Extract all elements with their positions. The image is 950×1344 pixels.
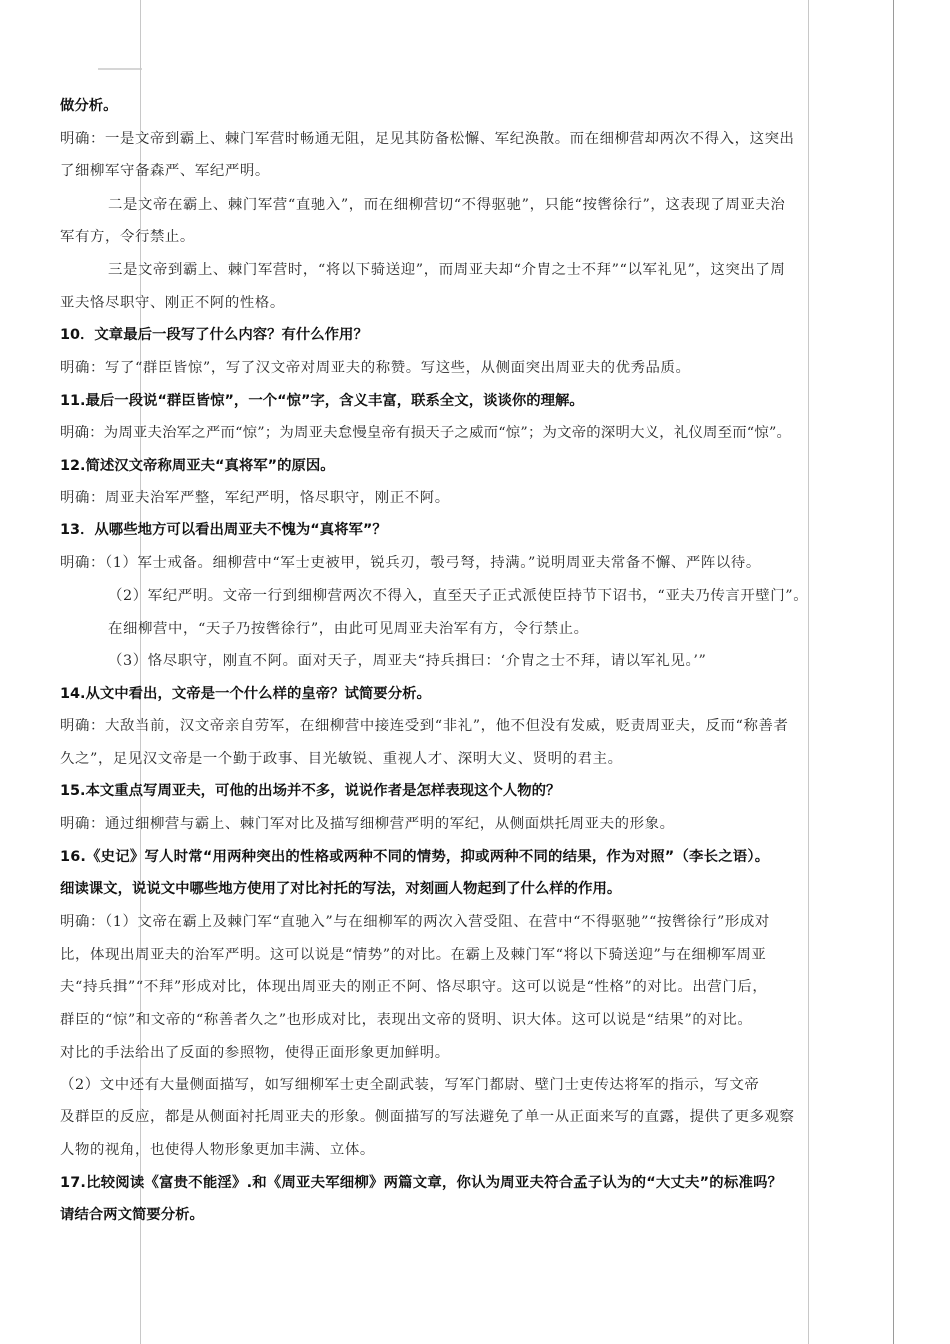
question-line: 做分析。	[60, 98, 118, 114]
answer-line: 了细柳军守备森严、军纪严明。	[60, 163, 270, 179]
answer-line: 明确：（1）军士戒备。细柳营中“军士吏被甲，锐兵刃，彀弓弩，持满。”说明周亚夫常备不懈、严阵以待。	[60, 555, 761, 571]
question-line: 11.最后一段说“群臣皆惊”，一个“惊”字，含义丰富，联系全文，谈谈你的理解。	[60, 393, 584, 409]
answer-line: （3）恪尽职守，刚直不阿。面对天子，周亚夫“持兵揖曰：‘介胄之士不拜，请以军礼见。’”	[108, 653, 707, 669]
question-line: 17.比较阅读《富贵不能淫》.和《周亚夫军细柳》两篇文章，你认为周亚夫符合孟子认为的“大丈夫”的标准吗？	[60, 1175, 783, 1191]
answer-line: 及群臣的反应，都是从侧面衬托周亚夫的形象。侧面描写的写法避免了单一从正面来写的直露，提供了更多观察	[60, 1109, 795, 1125]
question-line: 12.简述汉文帝称周亚夫“真将军”的原因。	[60, 458, 335, 474]
answer-line: 明确：写了“群臣皆惊”，写了汉文帝对周亚夫的称赞。写这些，从侧面突出周亚夫的优秀品质。	[60, 360, 691, 376]
answer-line: 比，体现出周亚夫的治军严明。这可以说是“情势”的对比。在霸上及棘门军“将以下骑送迎”与在细柳军周亚	[60, 947, 767, 963]
answer-line: 二是文帝在霸上、棘门军营“直驰入”，而在细柳营切“不得驱驰”，只能“按辔徐行”，这表现了周亚夫治	[108, 197, 786, 213]
answer-line: 明确：周亚夫治军严整，军纪严明，恪尽职守，刚正不阿。	[60, 490, 450, 506]
answer-line: 亚夫恪尽职守、刚正不阿的性格。	[60, 295, 285, 311]
answer-line: 明确：（1）文帝在霸上及棘门军“直驰入”与在细柳军的两次入营受阻、在营中“不得驱驰”“按辔徐行”形成对	[60, 914, 770, 930]
question-line: 15.本文重点写周亚夫，可他的出场并不多，说说作者是怎样表现这个人物的？	[60, 783, 561, 799]
answer-line: 对比的手法给出了反面的参照物，使得正面形象更加鲜明。	[60, 1045, 450, 1061]
answer-line: 夫“持兵揖”“不拜”形成对比，体现出周亚夫的刚正不阿、恪尽职守。这可以说是“性格”的对比。出营门后，	[60, 979, 768, 995]
question-line: 请结合两文简要分析。	[60, 1207, 204, 1223]
right-margin-line	[808, 0, 809, 1344]
question-line: 10．文章最后一段写了什么内容？有什么作用？	[60, 327, 368, 343]
question-line: 16.《史记》写人时常“用两种突出的性格或两种不同的情势，抑或两种不同的结果，作为对照”（李长之语）。	[60, 849, 770, 865]
answer-line: 明确：为周亚夫治军之严而“惊”；为周亚夫怠慢皇帝有损天子之威而“惊”；为文帝的深明大义，礼仪周至而“惊”。	[60, 425, 792, 441]
answer-line: （2）文中还有大量侧面描写，如写细柳军士吏全副武装，写军门都尉、壁门士吏传达将军的指示，写文帝	[60, 1077, 760, 1093]
answer-line: 三是文帝到霸上、棘门军营时，“将以下骑送迎”，而周亚夫却“介胄之士不拜”“以军礼见”，这突出了周	[108, 262, 786, 278]
answer-line: 在细柳营中，“天子乃按辔徐行”，由此可见周亚夫治军有方，令行禁止。	[108, 621, 589, 637]
answer-line: 军有方，令行禁止。	[60, 229, 195, 245]
answer-line: 群臣的“惊”和文帝的“称善者久之”也形成对比，表现出文帝的贤明、识大体。这可以说是“结果”的对比。	[60, 1012, 753, 1028]
answer-line: 明确：大敌当前，汉文帝亲自劳军，在细柳营中接连受到“非礼”，他不但没有发威，贬责周亚夫，反而“称善者	[60, 718, 789, 734]
answer-line: 明确：一是文帝到霸上、棘门军营时畅通无阻，足见其防备松懈、军纪涣散。而在细柳营却两次不得入，这突出	[60, 131, 795, 147]
answer-line: 明确：通过细柳营与霸上、棘门军对比及描写细柳营严明的军纪，从侧面烘托周亚夫的形象。	[60, 816, 675, 832]
page-edge-line	[893, 0, 894, 1344]
question-line: 14.从文中看出，文帝是一个什么样的皇帝？试简要分析。	[60, 686, 431, 702]
answer-line: （2）军纪严明。文帝一行到细柳营两次不得入，直至天子正式派使臣持节下诏书，“亚夫乃传言开壁门”。	[108, 588, 809, 604]
answer-line: 人物的视角，也使得人物形象更加丰满、立体。	[60, 1142, 375, 1158]
question-line: 13．从哪些地方可以看出周亚夫不愧为“真将军”？	[60, 522, 387, 538]
page-corner-mark	[98, 68, 142, 70]
question-line: 细读课文，说说文中哪些地方使用了对比衬托的写法，对刻画人物起到了什么样的作用。	[60, 881, 622, 897]
answer-line: 久之”，足见汉文帝是一个勤于政事、目光敏锐、重视人才、深明大义、贤明的君主。	[60, 751, 623, 767]
